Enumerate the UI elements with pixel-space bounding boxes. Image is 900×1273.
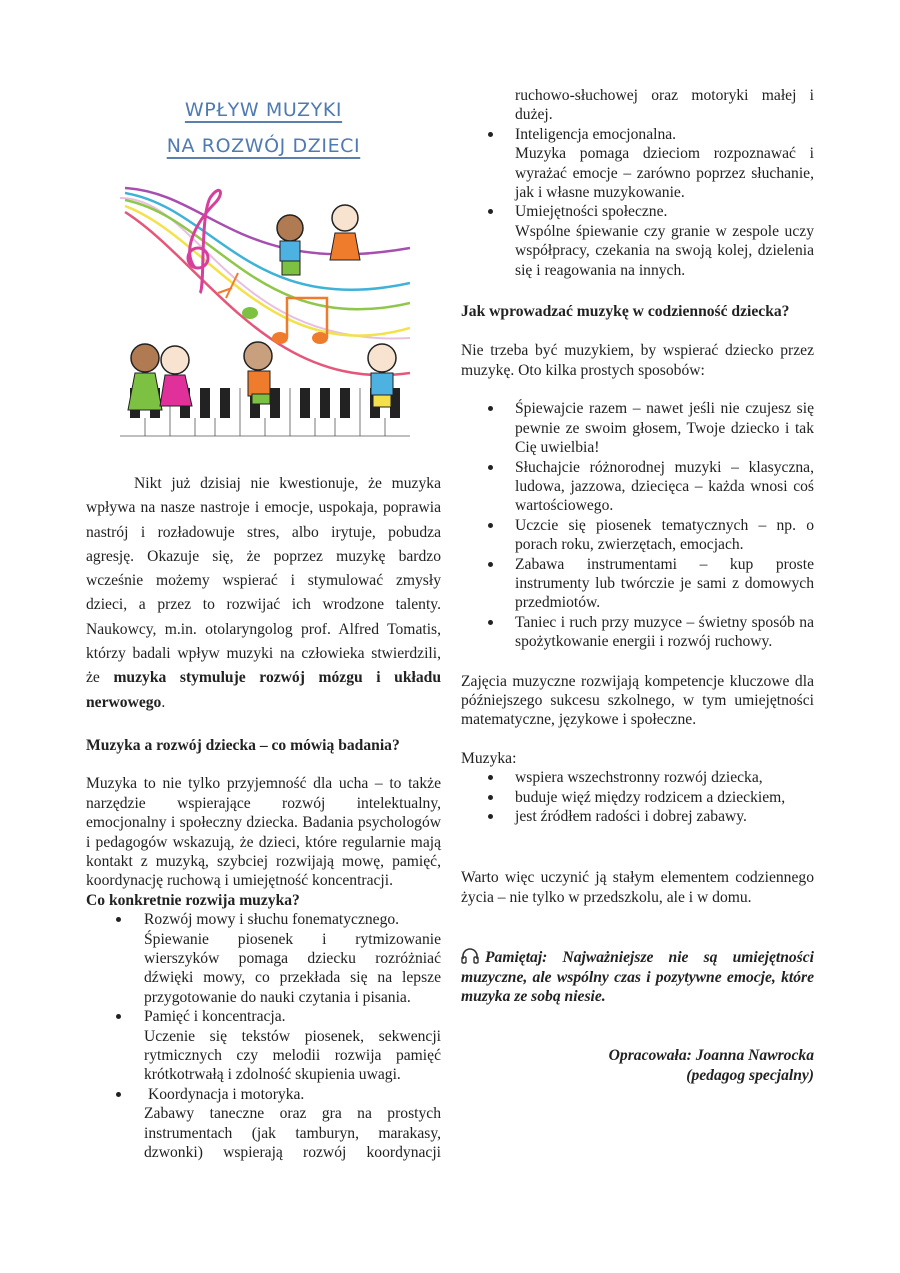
list-item [461, 788, 814, 807]
list-item [461, 768, 814, 787]
list-item-text: Śpiewajcie razem – nawet jeśli nie czujesz się pewnie ze swoim głosem, Twoje dziecko i tak Cię uwielbia! [515, 400, 814, 457]
list-item-text: Zabawa instrumentami – kup proste instrumenty lub twórczie je sami z domowych przedmiotów. [515, 555, 814, 612]
bullet-icon [488, 814, 493, 819]
competences-paragraph: Zajęcia muzyczne rozwijają kompetencje kluczowe dla późniejszego sukcesu szkolnego, w tym umiejętności matematyczne, językowe i społeczne. [461, 672, 814, 729]
intro-bold-text: muzyka stymuluje rozwój mózgu i układu nerwowego [86, 669, 441, 711]
list-item [114, 1007, 441, 1085]
child-figure [277, 215, 303, 275]
list-item-text: Uczcie się piosenek tematycznych – np. o porach roku, zwierzętach, emocjach. [515, 516, 814, 554]
how-to-intro: Nie trzeba być muzykiem, by wspierać dziecko przez muzykę. Oto kilka prostych sposobów: [461, 342, 814, 379]
children-music-illustration [120, 178, 410, 438]
child-figure [128, 344, 162, 410]
list-item-title: Rozwój mowy i słuchu fonematycznego. [144, 911, 400, 929]
list-item [461, 125, 814, 203]
list-item-body-continued: ruchowo-słuchowej oraz motoryki małej i dużej. [515, 87, 814, 124]
list-item-text: wspiera wszechstronny rozwój dziecka, [515, 769, 763, 787]
list-item-text: jest źródłem radości i dobrej zabawy. [515, 808, 747, 825]
list-item [461, 555, 814, 613]
list-item-body: Wspólne śpiewanie czy granie w zespole uczy współpracy, czekania na swoją kolej, dzielenia się i reagowania na innych. [515, 222, 814, 279]
list-item-text: Słuchajcie różnorodnej muzyki – klasyczna, ludowa, jazzowa, dziecięca – każda wnosi coś wartościowego. [515, 458, 814, 515]
list-item-title: Pamięć i koncentracja. [144, 1008, 286, 1026]
bullet-icon [488, 209, 493, 214]
bullet-icon [488, 775, 493, 780]
list-item [461, 807, 814, 826]
list-item-body: Muzyka pomaga dzieciom rozpoznawać i wyrażać emocje – zarówno poprzez słuchanie, jak i własne muzykowanie. [515, 145, 814, 202]
list-item-title: Umiejętności społeczne. [515, 203, 668, 221]
list-item-body: Uczenie się tekstów piosenek, sekwencji rytmicznych czy melodii rozwija pamięć krótkotrwałą i zdolność skupienia uwagi. [144, 1027, 441, 1084]
page-title [86, 92, 441, 164]
signature-author: Opracowała: Joanna Nawrocka [608, 1047, 814, 1065]
list-item-body: Śpiewanie piosenek i rytmizowanie wierszyków pomaga dziecku rozróżniać dźwięki mowy, co przekłada się na lepsze przygotowanie do nauki czytania i pisania. [144, 930, 441, 1006]
list-item [461, 516, 814, 555]
subheading-what-develops: Co konkretnie rozwija muzyka? [86, 891, 300, 909]
intro-text: Nikt już dzisiaj nie kwestionuje, że muzyka wpływa na nasze nastroje i emocje, uspokaja, poprawia nastrój i rozładowuje stres, albo irytuje, pobudza agresję. Okazuje się, że poprzez muzykę bardzo wcześnie możemy wspierać i stymulować zmysły dzieci, a przez to rozwijać ich wrodzone talenty. Naukowcy, m.in. otolaryngolog prof. Alfred Tomatis, którzy badali wpływ muzyki na człowieka stwierdzili, że [86, 475, 441, 687]
bullet-icon [488, 406, 493, 411]
intro-paragraph [86, 472, 441, 715]
bullet-icon [488, 562, 493, 567]
title-line-2: NA ROZWÓJ DZIECI [166, 135, 361, 157]
title-line-1: WPŁYW MUZYKI [184, 99, 343, 121]
bullet-icon [488, 132, 493, 137]
develops-list-continued [461, 86, 814, 280]
list-item [461, 86, 814, 125]
section-heading-research: Muzyka a rozwój dziecka – co mówią badania? [86, 736, 400, 754]
signature-role: (pedagog specjalny) [686, 1066, 814, 1084]
bullet-icon [116, 917, 121, 922]
list-item-title: Koordynacja i motoryka. [148, 1085, 305, 1103]
list-item [114, 1085, 441, 1163]
left-column [86, 88, 441, 1163]
list-item [461, 458, 814, 516]
ways-list [461, 399, 814, 651]
music-label: Muzyka: [461, 749, 517, 767]
child-figure [160, 346, 192, 406]
list-item-text: buduje więź między rodzicem a dzieckiem, [515, 788, 786, 806]
develops-list [114, 910, 441, 1162]
bullet-icon [488, 795, 493, 800]
signature [461, 1046, 814, 1085]
bullet-icon [488, 620, 493, 625]
list-item-title: Inteligencja emocjonalna. [515, 125, 677, 143]
headphones-icon [461, 947, 479, 964]
remember-text: Pamiętaj: Najważniejsze nie są umiejętności muzyczne, ale wspólny czas i pozytywne emocje, które muzyka ze sobą niesie. [461, 949, 814, 1006]
research-paragraph: Muzyka to nie tylko przyjemność dla ucha – to także narzędzie wspierające rozwój intelektualny, emocjonalny i społeczny dziecka. Badania psychologów i pedagogów wskazują, że dzieci, które regularnie mają kontakt z muzyką, szybciej rozwijają mowę, pamięć, koordynację ruchową i umiejętność koncentracji. [86, 775, 441, 890]
child-figure [244, 342, 272, 404]
bullet-icon [488, 465, 493, 470]
child-figure [330, 205, 360, 260]
list-item-body: Zabawy taneczne oraz gra na prostych instrumentach (jak tamburyn, marakasy, dzwonki) wspierają rozwój koordynacji [144, 1105, 441, 1162]
bullet-icon [488, 523, 493, 528]
list-item-text: Taniec i ruch przy muzyce – świetny sposób na spożytkowanie energii i rozwój ruchowy. [515, 613, 814, 651]
list-item [461, 613, 814, 652]
list-item [114, 910, 441, 1007]
bullet-icon [116, 1014, 121, 1019]
right-column [461, 86, 814, 1085]
closing-paragraph: Warto więc uczynić ją stałym elementem codziennego życia – nie tylko w przedszkolu, ale i w domu. [461, 869, 814, 906]
section-heading-how-to: Jak wprowadzać muzykę w codzienność dziecka? [461, 303, 790, 321]
list-item [461, 399, 814, 457]
intro-end: . [161, 693, 166, 711]
list-item [461, 202, 814, 280]
bullet-icon [116, 1092, 121, 1097]
remember-note [461, 947, 814, 1006]
music-points-list [461, 768, 814, 826]
